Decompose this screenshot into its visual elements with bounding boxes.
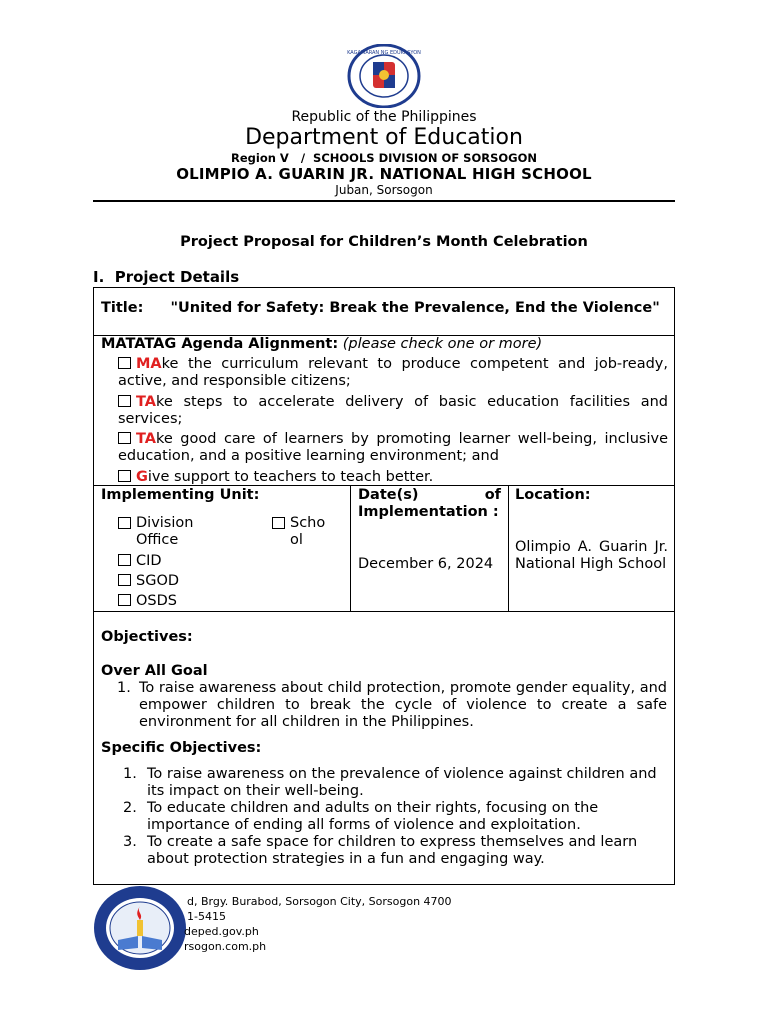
agenda-item: Give support to teachers to teach better. <box>118 469 668 486</box>
location-label: Location: <box>515 487 591 503</box>
agenda-item: TAke good care of learners by promoting learner well-being, inclusive education, and a positive learning environment; and <box>118 431 668 464</box>
school-name: OLIMPIO A. GUARIN JR. NATIONAL HIGH SCHOOL <box>176 165 592 183</box>
header-divider <box>93 200 675 202</box>
title-text: "United for Safety: Break the Prevalence, End the Violence" <box>170 300 660 316</box>
specific-item: To raise awareness on the prevalence of violence against children and its impact on their well-being. <box>147 766 657 799</box>
goal-item: To raise awareness about child protection, promote gender equality, and empower children to break the cycle of violence to create a safe environment for all children in the Philippines. <box>139 680 667 730</box>
column-divider <box>508 486 509 611</box>
specific-item: To educate children and adults on their rights, focusing on the importance of ending all forms of violence and exploitation. <box>147 800 599 833</box>
agenda-checkbox[interactable] <box>118 395 131 407</box>
objectives-box <box>93 611 675 885</box>
document-title: Project Proposal for Children’s Month Celebration <box>180 234 588 250</box>
deped-seal-logo <box>346 44 422 108</box>
dates-value: December 6, 2024 <box>358 556 494 572</box>
division-seal-logo <box>92 884 188 972</box>
agenda-checkbox[interactable] <box>118 357 131 369</box>
agenda-checkbox[interactable] <box>118 470 131 482</box>
agenda-item: TAke steps to accelerate delivery of basic education facilities and services; <box>118 394 668 427</box>
specific-number: 1. <box>123 766 137 782</box>
unit-cid: CID <box>118 553 162 570</box>
unit-checkbox[interactable] <box>118 594 131 606</box>
column-divider <box>350 486 351 611</box>
goal-number: 1. <box>117 680 131 696</box>
school-address: Juban, Sorsogon <box>335 183 433 197</box>
project-title <box>101 300 667 317</box>
matatag-heading <box>101 336 542 353</box>
footer-website: rsogon.com.ph <box>184 940 267 953</box>
goal-label: Over All Goal <box>101 663 208 679</box>
republic-text: Republic of the Philippines <box>291 109 477 125</box>
agenda-item: MAke the curriculum relevant to produce competent and job-ready, active, and responsible citizens; <box>118 356 668 389</box>
unit-osds: OSDS <box>118 593 177 610</box>
footer-phone: 1-5415 <box>187 910 226 923</box>
objectives-label: Objectives: <box>101 629 193 645</box>
matatag-label: MATATAG Agenda Alignment: <box>101 336 339 352</box>
specific-number: 2. <box>123 800 137 816</box>
unit-checkbox[interactable] <box>272 517 285 529</box>
specific-number: 3. <box>123 834 137 850</box>
footer-email: deped.gov.ph <box>184 925 259 938</box>
matatag-hint: (please check one or more) <box>342 336 543 352</box>
unit-school: School <box>272 515 330 549</box>
department-title: Department of Education <box>245 125 523 150</box>
unit-checkbox[interactable] <box>118 554 131 566</box>
region-text: Region V / SCHOOLS DIVISION OF SORSOGON <box>231 151 537 165</box>
unit-sgod: SGOD <box>118 573 179 590</box>
unit-division-office: Division Office <box>118 515 206 549</box>
footer-address: d, Brgy. Burabod, Sorsogon City, Sorsogon 4700 <box>187 895 452 908</box>
implementation-row <box>93 485 675 612</box>
agenda-checkbox[interactable] <box>118 432 131 444</box>
location-value: Olimpio A. Guarin Jr. National High School <box>515 539 668 572</box>
project-details-box <box>93 287 675 486</box>
dates-label: Date(s) of Implementation : <box>358 487 501 520</box>
section-heading: I. Project Details <box>93 268 240 286</box>
specific-item: To create a safe space for children to express themselves and learn about protection strategies in a fun and engaging way. <box>147 834 638 867</box>
title-label: Title: <box>101 300 144 316</box>
unit-checkbox[interactable] <box>118 517 131 529</box>
implementing-unit-label: Implementing Unit: <box>101 487 260 503</box>
svg-text:KAGAWARAN NG EDUKASYON: KAGAWARAN NG EDUKASYON <box>347 50 421 56</box>
unit-checkbox[interactable] <box>118 574 131 586</box>
specific-objectives-label: Specific Objectives: <box>101 740 262 756</box>
